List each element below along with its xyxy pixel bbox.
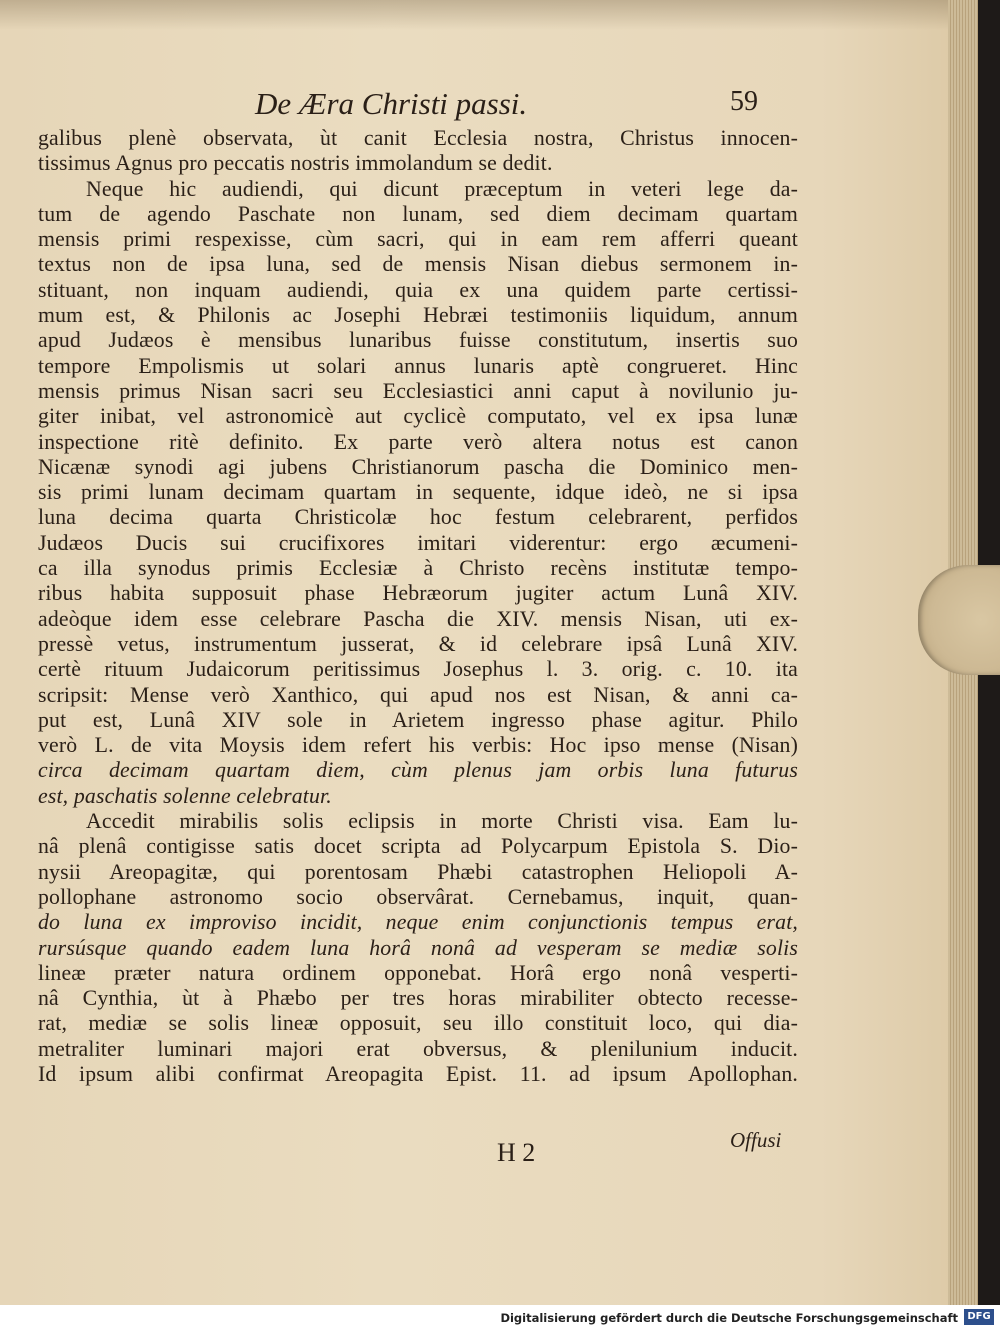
text-line: verò L. de vita Moysis idem refert his verbis: Hoc ipso mense (Nisan) — [38, 733, 798, 758]
text-line: tempore Empolismis ut solari annus lunaris aptè congrueret. Hinc — [38, 353, 798, 378]
paragraph-3 — [38, 809, 798, 1087]
page-number: 59 — [730, 86, 758, 117]
text-line: apud Judæos è mensibus lunaribus fuisse constitutum, insertis suo — [38, 328, 798, 353]
text-line: circa decimam quartam diem, cùm plenus jam orbis luna futurus — [38, 758, 798, 783]
thumb-index-notch — [918, 565, 1000, 675]
text-line: certè rituum Judaicorum peritissimus Josephus l. 3. orig. c. 10. ita — [38, 657, 798, 682]
text-line: put est, Lunâ XIV sole in Arietem ingresso phase agitur. Philo — [38, 707, 798, 732]
text-line: Id ipsum alibi confirmat Areopagita Epist. 11. ad ipsum Apollophan. — [38, 1061, 798, 1086]
body-text — [38, 126, 798, 1087]
text-line: Neque hic audiendi, qui dicunt præceptum in veteri lege da- — [86, 176, 798, 201]
text-line: ca illa synodus primis Ecclesiæ à Christo recèns institutæ tempo- — [38, 556, 798, 581]
running-header — [255, 86, 815, 126]
text-line: textus non de ipsa luna, sed de mensis Nisan diebus sermonem in- — [38, 252, 798, 277]
text-line: rat, mediæ se solis lineæ opposuit, seu illo constituit loco, qui dia- — [38, 1011, 798, 1036]
text-line: adeòque idem esse celebrare Pascha die XIV. mensis Nisan, uti ex- — [38, 606, 798, 631]
text-line: do luna ex improviso incidit, neque enim conjunctionis tempus erat, — [38, 910, 798, 935]
text-line: Judæos Ducis sui crucifixores imitari viderentur: ergo æcumeni- — [38, 530, 798, 555]
text-line: scripsit: Mense verò Xanthico, qui apud nos est Nisan, & anni ca- — [38, 682, 798, 707]
running-title: De Æra Christi passi. — [255, 86, 528, 121]
text-line: ribus habita supposuit phase Hebræorum jugiter actum Lunâ XIV. — [38, 581, 798, 606]
signature-mark: H 2 — [497, 1138, 536, 1167]
text-line: mum est, & Philonis ac Josephi Hebræi testimoniis liquidum, annum — [38, 303, 798, 328]
text-line: rursúsque quando eadem luna horâ nonâ ad vesperam se mediæ solis — [38, 935, 798, 960]
text-line: sis primi lunam decimam quartam in sequente, idque ideò, ne si ipsa — [38, 480, 798, 505]
text-line: nysii Areopagitæ, qui porentosam Phæbi catastrophen Heliopoli A- — [38, 859, 798, 884]
text-line: tissimus Agnus pro peccatis nostris immolandum se dedit. — [38, 151, 553, 176]
text-line: est, paschatis solenne celebratur. — [38, 783, 332, 808]
paragraph-1 — [38, 126, 798, 177]
text-line: galibus plenè observata, ùt canit Ecclesia nostra, Christus innocen- — [38, 126, 798, 150]
funding-credit: Digitalisierung gefördert durch die Deutsche Forschungsgemeinschaft — [500, 1311, 958, 1325]
page-top-shadow — [0, 0, 965, 30]
text-line: stituant, non inquam audiendi, quia ex una quidem parte certissi- — [38, 277, 798, 302]
text-line: mensis primi respexisse, cùm sacri, qui in eam rem afferri queant — [38, 227, 798, 252]
text-line: nâ plenâ contigisse satis docet scripta ad Polycarpum Epistola S. Dio- — [38, 834, 798, 859]
text-line: giter inibat, vel astronomicè aut cyclicè computato, vel ex ipsa lunæ — [38, 404, 798, 429]
text-line: inspectione ritè definito. Ex parte verò altera notus est canon — [38, 429, 798, 454]
text-line: nâ Cynthia, ùt à Phæbo per tres horas mirabiliter obtecto recesse- — [38, 986, 798, 1011]
catchword: Offusi — [730, 1128, 782, 1152]
text-line: mensis primus Nisan sacri seu Ecclesiastici anni caput à novilunio ju- — [38, 378, 798, 403]
text-line: pollophane astronomo socio observârat. Cernebamus, inquit, quan- — [38, 884, 798, 909]
text-line: lineæ præter natura ordinem opponebat. Horâ ergo nonâ vesperti- — [38, 960, 798, 985]
paragraph-2 — [38, 177, 798, 809]
text-line: metraliter luminari majori erat obversus, & plenilunium inducit. — [38, 1036, 798, 1061]
dfg-logo-icon: DFG — [964, 1309, 994, 1325]
text-line: pressè vetus, instrumentum jusserat, & id celebrare ipsâ Lunâ XIV. — [38, 631, 798, 656]
text-line: tum de agendo Paschate non lunam, sed diem decimam quartam — [38, 201, 798, 226]
text-line: luna decima quarta Christicolæ hoc festum celebrarent, perfidos — [38, 505, 798, 530]
text-line: Nicænæ synodi agi jubens Christianorum pascha die Dominico men- — [38, 454, 798, 479]
text-line: Accedit mirabilis solis eclipsis in morte Christi visa. Eam lu- — [86, 809, 798, 834]
